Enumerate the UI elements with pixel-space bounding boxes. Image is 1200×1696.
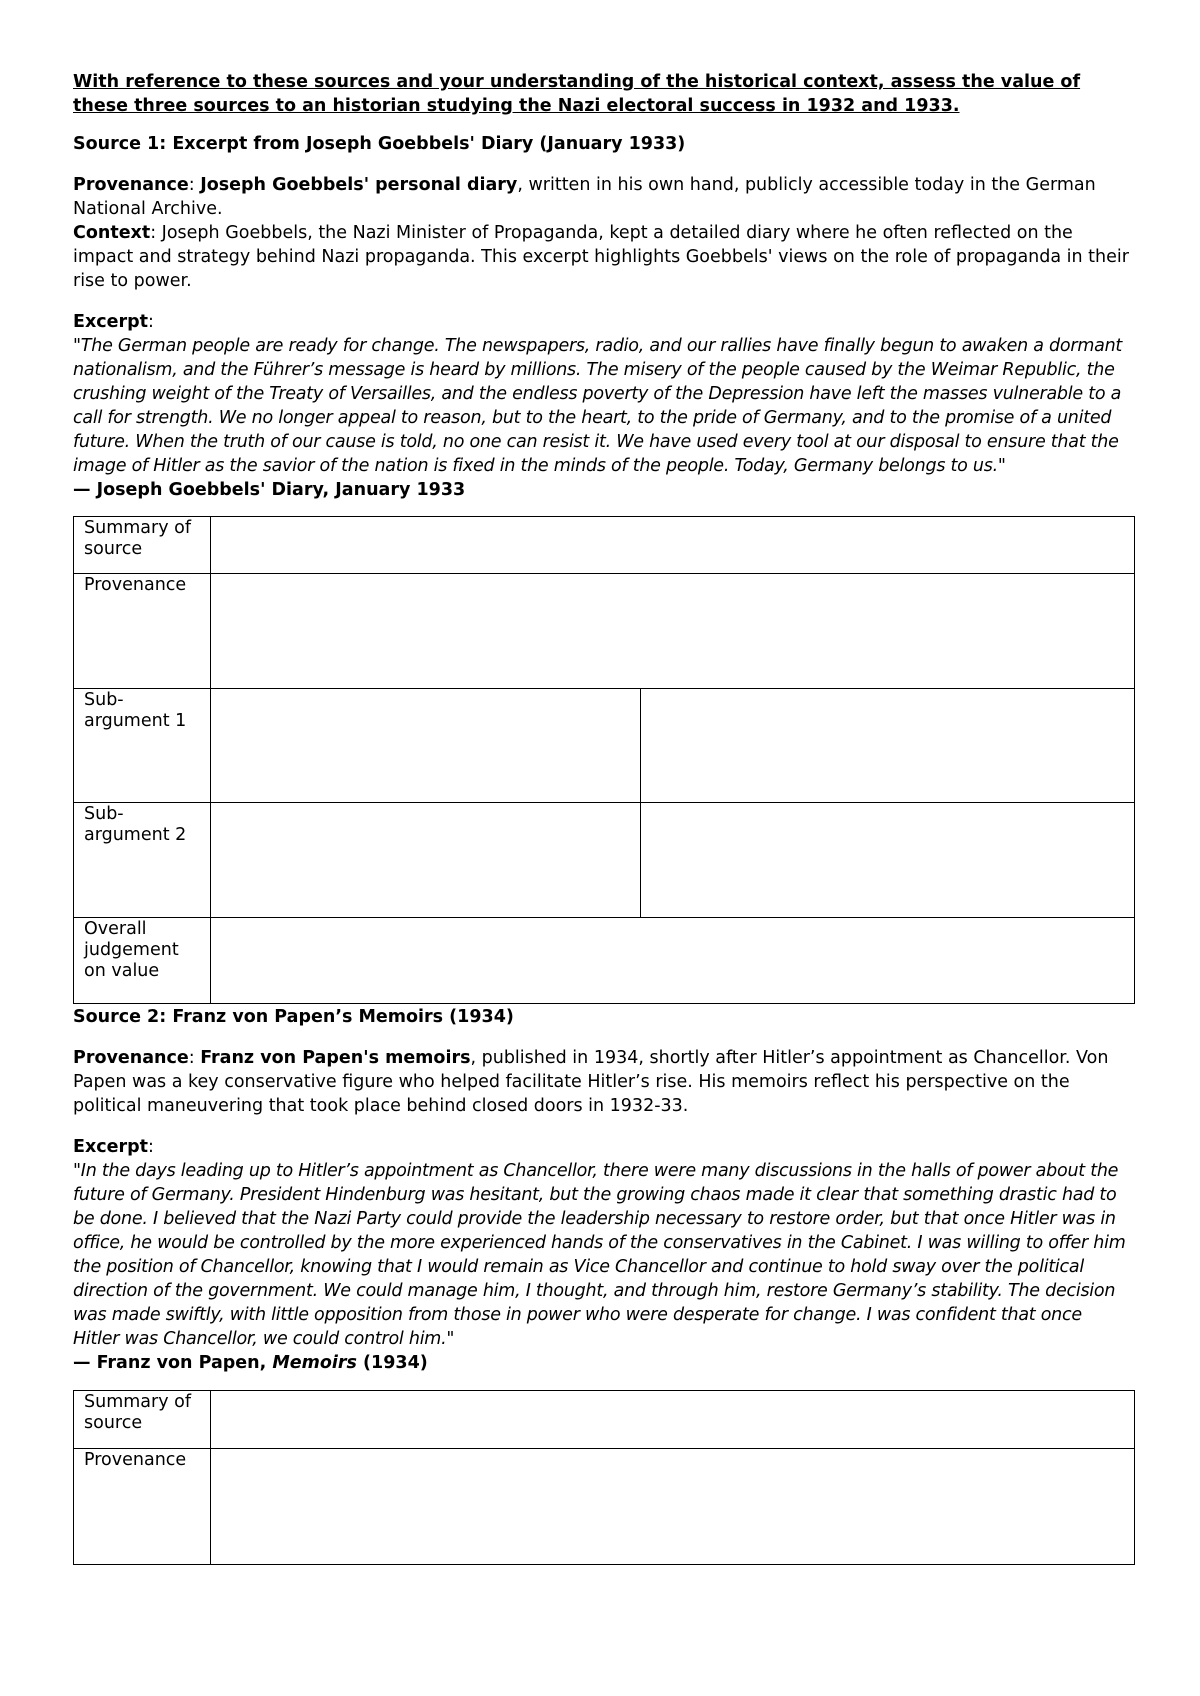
source-1-provenance: [73, 173, 1133, 221]
table-row: [74, 517, 1135, 574]
source-1-context: [73, 221, 1133, 293]
overall-judgement-label-cell: Overall judgement on value: [74, 918, 211, 1004]
question-line-2: these three sources to an historian studying the Nazi electoral success in 1932 and 1933.: [73, 96, 960, 116]
provenance-label: Provenance: [73, 1048, 189, 1068]
source-1-excerpt-label-line: [73, 310, 1133, 334]
source-2-analysis-table: [73, 1390, 1135, 1565]
essay-question: [73, 70, 1133, 118]
provenance-input-cell[interactable]: [211, 574, 1135, 689]
source-1-excerpt-block: [73, 310, 1133, 502]
summary-label-cell: Summary of source: [74, 1391, 211, 1449]
table-row: [74, 918, 1135, 1004]
source-1-heading: Source 1: Excerpt from Joseph Goebbels' Diary (January 1933): [73, 134, 686, 154]
context-text: : Joseph Goebbels, the Nazi Minister of Propaganda, kept a detailed diary where he often reflected on the impact and strategy behind Nazi propaganda. This excerpt highlights Goebbels' views on the role of propaganda in their rise to power.: [73, 223, 1129, 291]
source-2-attribution: [73, 1351, 1133, 1375]
provenance-colon: :: [188, 175, 201, 195]
provenance-text: , published in 1934, shortly after Hitler’s appointment as Chancellor. Von Papen was a key conservative figure who helped facilitate Hitler’s rise. His memoirs reflect his perspective on the political maneuvering that took place behind closed doors in 1932-33.: [73, 1048, 1109, 1116]
source-2-excerpt-label-line: [73, 1135, 1133, 1159]
question-line-1: With reference to these sources and your understanding of the historical context, assess the value of: [73, 72, 1081, 92]
table-row: [74, 803, 1135, 918]
table-row: [74, 1391, 1135, 1449]
attribution-suffix: (1934): [356, 1353, 428, 1373]
source-2-provenance-block: [73, 1046, 1133, 1118]
source-2-heading: Source 2: Franz von Papen’s Memoirs (1934): [73, 1007, 514, 1027]
summary-input-cell[interactable]: [211, 517, 1135, 574]
provenance-label: Provenance: [73, 175, 189, 195]
excerpt-label: Excerpt: [73, 1137, 149, 1157]
provenance-label-cell: Provenance: [74, 574, 211, 689]
source-1-attribution: — Joseph Goebbels' Diary, January 1933: [73, 480, 466, 500]
sub-argument-2-right-cell[interactable]: [641, 803, 1135, 918]
source-2-provenance: [73, 1046, 1133, 1118]
source-2-excerpt-block: [73, 1135, 1133, 1375]
sub-argument-1-label-cell: Sub-argument 1: [74, 689, 211, 803]
provenance-label-cell: Provenance: [74, 1449, 211, 1565]
summary-label-cell: Summary of source: [74, 517, 211, 574]
overall-judgement-input-cell[interactable]: [211, 918, 1135, 1004]
sub-argument-1-right-cell[interactable]: [641, 689, 1135, 803]
context-label: Context: [73, 223, 151, 243]
sub-argument-1-left-cell[interactable]: [211, 689, 641, 803]
source-1-excerpt-text: "The German people are ready for change. The newspapers, radio, and our rallies have finally begun to awaken a dormant nationalism, and the Führer’s message is heard by millions. The misery of the people caused by the Weimar Republic, the crushing weight of the Treaty of Versailles, and the endless poverty of the Depression have left the masses vulnerable to a call for strength. We no longer appeal to reason, but to the heart, to the pride of Germany, and to the promise of a united future. When the truth of our cause is told, no one can resist it. We have used every tool at our disposal to ensure that the image of Hitler as the savior of the nation is fixed in the minds of the people. Today, Germany belongs to us.": [73, 336, 1123, 476]
excerpt-colon: :: [148, 312, 154, 332]
provenance-colon: :: [188, 1048, 201, 1068]
provenance-input-cell[interactable]: [211, 1449, 1135, 1565]
source-1-analysis-table: [73, 516, 1135, 1004]
excerpt-colon: :: [148, 1137, 154, 1157]
worksheet-page: [73, 70, 1133, 1565]
sub-argument-2-label-cell: Sub-argument 2: [74, 803, 211, 918]
table-row: [74, 574, 1135, 689]
attribution-prefix: — Franz von Papen,: [73, 1353, 273, 1373]
attribution-title: Memoirs: [272, 1353, 357, 1373]
source-1-provenance-block: [73, 173, 1133, 293]
summary-input-cell[interactable]: [211, 1391, 1135, 1449]
provenance-text: , written in his own hand, publicly accessible today in the German National Archive.: [73, 175, 1096, 219]
provenance-bold-text: Joseph Goebbels' personal diary: [200, 175, 518, 195]
excerpt-label: Excerpt: [73, 312, 149, 332]
table-row: [74, 689, 1135, 803]
provenance-bold-text: Franz von Papen's memoirs: [200, 1048, 471, 1068]
sub-argument-2-left-cell[interactable]: [211, 803, 641, 918]
table-row: [74, 1449, 1135, 1565]
source-2-excerpt-text: "In the days leading up to Hitler’s appointment as Chancellor, there were many discussions in the halls of power about the future of Germany. President Hindenburg was hesitant, but the growing chaos made it clear that something drastic had to be done. I believed that the Nazi Party could provide the leadership necessary to restore order, but that once Hitler was in office, he would be controlled by the more experienced hands of the conservatives in the Cabinet. I was willing to offer him the position of Chancellor, knowing that I would remain as Vice Chancellor and continue to hold sway over the political direction of the government. We could manage him, I thought, and through him, restore Germany’s stability. The decision was made swiftly, with little opposition from those in power who were desperate for change. I was confident that once Hitler was Chancellor, we could control him.": [73, 1161, 1126, 1349]
